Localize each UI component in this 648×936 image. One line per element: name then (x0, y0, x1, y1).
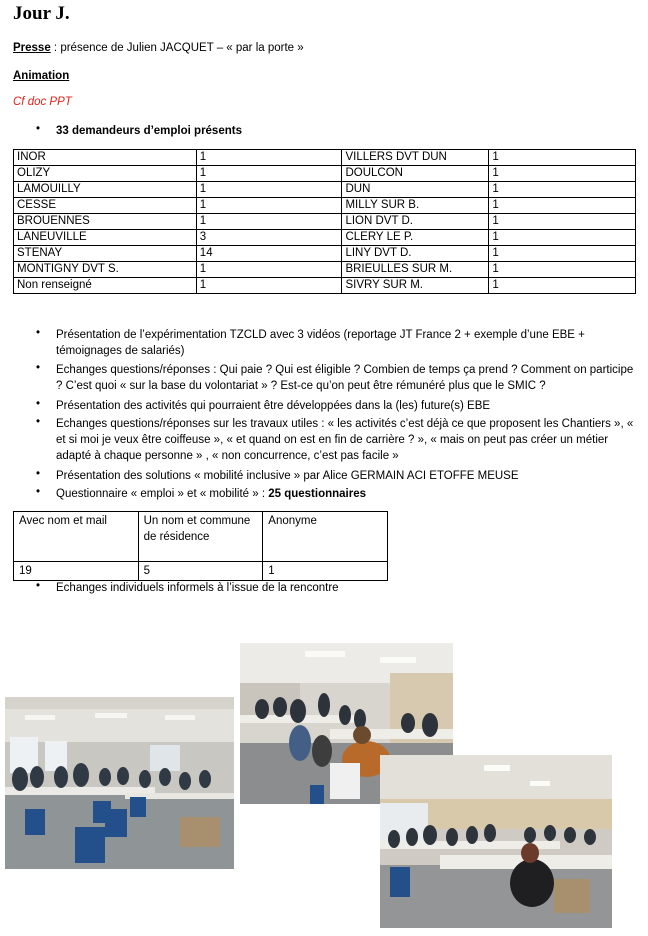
bullet-item: Présentation des activités qui pourraient être développées dans la (les) future(s) EBE (56, 400, 491, 412)
page-title: Jour J. (13, 3, 70, 24)
commune-name: LANEUVILLE (14, 230, 197, 246)
commune-count: 1 (489, 198, 636, 214)
bullet-glyph: • (36, 468, 41, 480)
commune-name: STENAY (14, 246, 197, 262)
bullet-glyph: • (36, 327, 41, 339)
communes-row (14, 230, 636, 246)
communes-row (14, 182, 636, 198)
questionnaire-count: 25 questionnaires (268, 488, 367, 500)
presse-line (13, 42, 304, 54)
commune-count: 1 (489, 230, 636, 246)
questionnaire-bullet (56, 486, 634, 502)
commune-count: 1 (196, 182, 342, 198)
commune-name: CESSE (14, 198, 197, 214)
bullet-item: Echanges questions/réponses sur les travaux utiles : « les activités c’est déjà ce que proposent les Chantiers », « et si moi je veux être coiffeuse », « et quand on est en fin de carrière ? », « mais on peut pas créer un métier adapté à chaque personne » , « non concurrence, c’est pas facile » (56, 418, 634, 462)
bullet-glyph: • (36, 398, 41, 410)
commune-count: 1 (196, 214, 342, 230)
quest-value: 19 (14, 562, 139, 581)
commune-count: 1 (489, 278, 636, 294)
bullet-item: Présentation de l’expérimentation TZCLD avec 3 vidéos (reportage JT France 2 + exemple d’une EBE + témoignages de salariés) (56, 329, 585, 357)
commune-name: BRIEULLES SUR M. (342, 262, 489, 278)
cf-doc-note: Cf doc PPT (13, 96, 72, 108)
presse-label: Presse (13, 42, 51, 54)
quest-value: 5 (138, 562, 263, 581)
commune-name: INOR (14, 150, 197, 166)
bullet-glyph: • (36, 580, 41, 592)
communes-table (13, 149, 636, 294)
commune-name: OLIZY (14, 166, 197, 182)
communes-row (14, 166, 636, 182)
bullet-item: Présentation des solutions « mobilité inclusive » par Alice GERMAIN ACI ETOFFE MEUSE (56, 470, 519, 482)
quest-value: 1 (263, 562, 388, 581)
questionnaire-text: Questionnaire « emploi » et « mobilité » : (56, 488, 269, 500)
demandeurs-count: 33 demandeurs d’emploi présents (56, 125, 242, 137)
meeting-photo-1 (5, 697, 234, 869)
bullet-item: Echanges questions/réponses : Qui paie ? Qui est éligible ? Combien de temps ça prend ? Comment on participe ? C’est quoi « sur la base du volontariat » ? Est-ce qu’on peut être rémunéré plus que le SMIC ? (56, 364, 634, 392)
communes-row (14, 150, 636, 166)
quest-header: Anonyme (263, 512, 388, 562)
commune-count: 1 (489, 166, 636, 182)
commune-name: LINY DVT D. (342, 246, 489, 262)
questionnaire-table (13, 511, 388, 581)
quest-header: Avec nom et mail (14, 512, 139, 562)
commune-count: 14 (196, 246, 342, 262)
commune-count: 1 (196, 198, 342, 214)
communes-row (14, 198, 636, 214)
commune-count: 3 (196, 230, 342, 246)
bullet-glyph: • (36, 416, 41, 428)
commune-count: 1 (489, 182, 636, 198)
commune-count: 1 (489, 246, 636, 262)
commune-name: BROUENNES (14, 214, 197, 230)
commune-name: MONTIGNY DVT S. (14, 262, 197, 278)
bullet-glyph: • (36, 362, 41, 374)
commune-count: 1 (196, 150, 342, 166)
communes-row (14, 246, 636, 262)
commune-count: 1 (489, 214, 636, 230)
commune-count: 1 (196, 166, 342, 182)
commune-name: CLERY LE P. (342, 230, 489, 246)
bullet-glyph: • (36, 123, 41, 135)
commune-name: LION DVT D. (342, 214, 489, 230)
commune-name: SIVRY SUR M. (342, 278, 489, 294)
communes-row (14, 214, 636, 230)
animation-heading: Animation (13, 70, 70, 82)
commune-name: LAMOUILLY (14, 182, 197, 198)
commune-name: VILLERS DVT DUN (342, 150, 489, 166)
commune-name: Non renseigné (14, 278, 197, 294)
commune-name: MILLY SUR B. (342, 198, 489, 214)
bullet-glyph: • (36, 486, 41, 498)
communes-row (14, 262, 636, 278)
commune-count: 1 (489, 150, 636, 166)
meeting-photo-3 (380, 755, 612, 928)
quest-header: Un nom et commune de résidence (138, 512, 263, 562)
presse-text: : présence de Julien JACQUET – « par la porte » (50, 42, 304, 54)
commune-count: 1 (196, 278, 342, 294)
commune-count: 1 (196, 262, 342, 278)
informal-exchanges: Echanges individuels informels à l’issue de la rencontre (56, 582, 339, 594)
commune-count: 1 (489, 262, 636, 278)
commune-name: DUN (342, 182, 489, 198)
commune-name: DOULCON (342, 166, 489, 182)
communes-row (14, 278, 636, 294)
